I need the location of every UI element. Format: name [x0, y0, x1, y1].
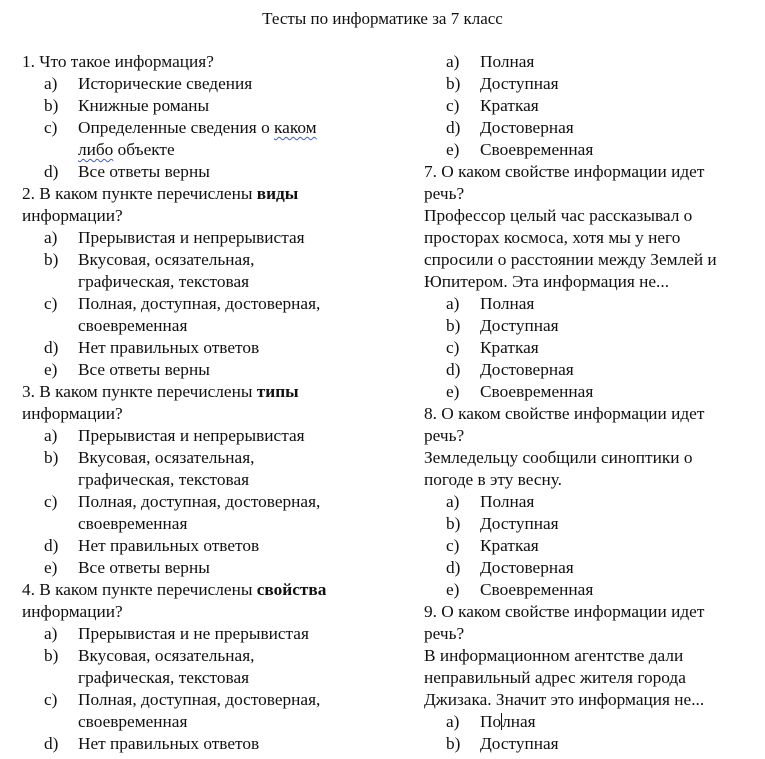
q7-option-a: a) Полная — [446, 294, 535, 313]
q3-option-b-cont: графическая, текстовая — [78, 470, 250, 489]
q2-option-e: e) Все ответы верны — [44, 360, 210, 379]
q7-option-b: b) Доступная — [446, 316, 559, 335]
question-2: 2. В каком пункте перечислены виды — [22, 184, 299, 203]
question-7-line-3: Профессор целый час рассказывал о — [424, 206, 693, 225]
question-9-line-3: В информационном агентстве дали — [424, 646, 684, 665]
q6-option-a: a) Полная — [446, 52, 535, 71]
q6-option-d: d) Достоверная — [446, 118, 574, 137]
q9-option-b: b) Доступная — [446, 734, 559, 753]
question-2-cont: информации? — [22, 206, 123, 225]
q3-option-c-cont: своевременная — [78, 514, 188, 533]
q1-option-a: a) Исторические сведения — [44, 74, 253, 93]
q6-option-b: b) Доступная — [446, 74, 559, 93]
q3-option-d: d) Нет правильных ответов — [44, 536, 260, 555]
question-9-line-4: неправильный адрес жителя города — [424, 668, 686, 687]
q4-option-b: b) Вкусовая, осязательная, — [44, 646, 255, 665]
question-3-cont: информации? — [22, 404, 123, 423]
question-4-cont: информации? — [22, 602, 123, 621]
q2-option-b: b) Вкусовая, осязательная, — [44, 250, 255, 269]
question-8: 8. О каком свойстве информации идет — [424, 404, 705, 423]
q4-option-c-cont: своевременная — [78, 712, 188, 731]
question-1: 1. Что такое информация? — [22, 52, 214, 71]
q6-option-c: c) Краткая — [446, 96, 539, 115]
question-9-line-5: Джизака. Значит это информация не... — [424, 690, 705, 709]
question-7-line-5: спросили о расстоянии между Землей и — [424, 250, 717, 269]
right-column — [424, 51, 759, 755]
left-column — [22, 51, 394, 755]
q1-option-c-cont: либо объекте — [78, 140, 175, 159]
q2-option-a: a) Прерывистая и непрерывистая — [44, 228, 305, 247]
q2-option-c: c) Полная, доступная, достоверная, — [44, 294, 321, 313]
q8-option-d: d) Достоверная — [446, 558, 574, 577]
q8-option-e: e) Своевременная — [446, 580, 594, 599]
page-title: Тесты по информатике за 7 класс — [262, 9, 503, 28]
q6-option-e: e) Своевременная — [446, 140, 594, 159]
q7-option-e: e) Своевременная — [446, 382, 594, 401]
question-8-line-2: речь? — [424, 426, 465, 445]
q3-option-e: e) Все ответы верны — [44, 558, 210, 577]
spellcheck-underline: каком — [274, 118, 317, 137]
question-7-line-6: Юпитером. Эта информация не... — [424, 272, 670, 291]
q8-option-b: b) Доступная — [446, 514, 559, 533]
question-3: 3. В каком пункте перечислены типы — [22, 382, 299, 401]
question-7-line-2: речь? — [424, 184, 465, 203]
q7-option-c: c) Краткая — [446, 338, 539, 357]
q4-option-d: d) Нет правильных ответов — [44, 734, 260, 753]
q2-option-d: d) Нет правильных ответов — [44, 338, 260, 357]
question-7-line-4: просторах космоса, хотя мы у него — [424, 228, 681, 247]
q9-option-a: a) Полная — [446, 712, 536, 731]
q3-option-b: b) Вкусовая, осязательная, — [44, 448, 255, 467]
q4-option-b-cont: графическая, текстовая — [78, 668, 250, 687]
q1-option-b: b) Книжные романы — [44, 96, 210, 115]
q3-option-c: c) Полная, доступная, достоверная, — [44, 492, 321, 511]
q1-option-c: c) Определенные сведения о каком — [44, 118, 317, 137]
question-9-line-2: речь? — [424, 624, 465, 643]
q1-option-d: d) Все ответы верны — [44, 162, 210, 181]
q7-option-d: d) Достоверная — [446, 360, 574, 379]
question-7: 7. О каком свойстве информации идет — [424, 162, 705, 181]
q4-option-c: c) Полная, доступная, достоверная, — [44, 690, 321, 709]
q8-option-c: c) Краткая — [446, 536, 539, 555]
question-8-line-4: погоде в эту весну. — [424, 470, 562, 489]
question-8-line-3: Земледельцу сообщили синоптики о — [424, 448, 693, 467]
q3-option-a: a) Прерывистая и непрерывистая — [44, 426, 305, 445]
q2-option-c-cont: своевременная — [78, 316, 188, 335]
q8-option-a: a) Полная — [446, 492, 535, 511]
q4-option-a: a) Прерывистая и не прерывистая — [44, 624, 309, 643]
question-9: 9. О каком свойстве информации идет — [424, 602, 705, 621]
question-4: 4. В каком пункте перечислены свойства — [22, 580, 327, 599]
q2-option-b-cont: графическая, текстовая — [78, 272, 250, 291]
